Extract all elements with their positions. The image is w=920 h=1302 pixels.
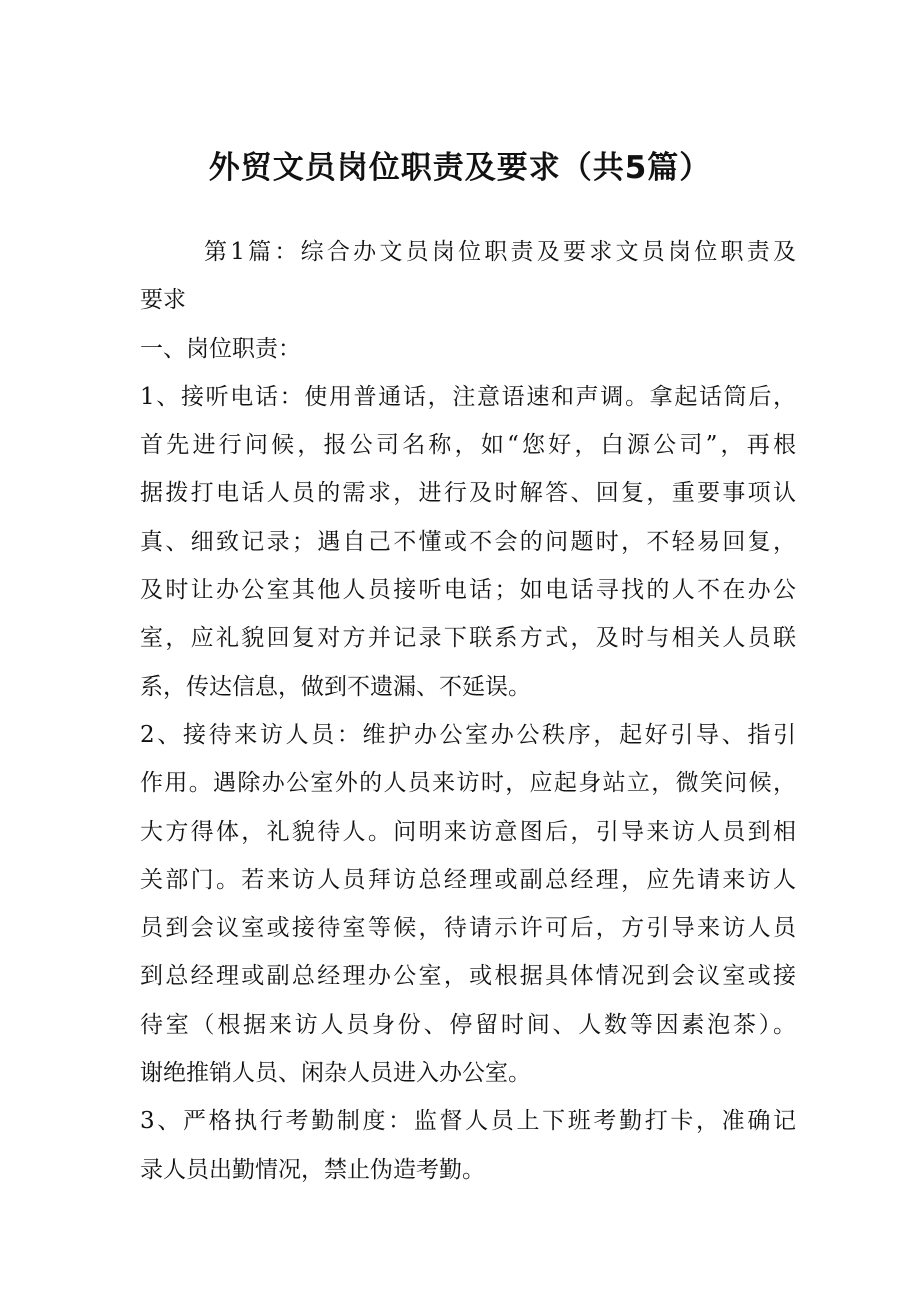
paragraph — [140, 1097, 796, 1194]
text-line: 系，传达信息，做到不遗漏、不延误。 — [140, 673, 531, 700]
text-line: 及时让办公室其他人员接听电话；如电话寻找的人不在办公 — [140, 577, 796, 604]
paragraph — [140, 325, 796, 373]
text-line: 待室（根据来访人员身份、停留时间、人数等因素泡茶）。 — [140, 1011, 796, 1038]
text-line: 录人员出勤情况，禁止伪造考勤。 — [140, 1156, 485, 1183]
text-line: 谢绝推销人员、闲杂人员进入办公室。 — [140, 1060, 531, 1087]
paragraph — [140, 373, 796, 711]
text-line: 关部门。若来访人员拜访总经理或副总经理，应先请来访人 — [140, 866, 796, 893]
text-line: 到总经理或副总经理办公室，或根据具体情况到会议室或接 — [140, 963, 796, 990]
text-line: 第1篇：综合办文员岗位职责及要求文员岗位职责及 — [204, 239, 796, 265]
text-line: 室，应礼貌回复对方并记录下联系方式，及时与相关人员联 — [140, 625, 796, 652]
paragraph — [140, 228, 796, 325]
text-line: 1、接听电话：使用普通话，注意语速和声调。拿起话筒后， — [140, 383, 796, 410]
text-line: 要求 — [140, 287, 186, 314]
text-line: 据拨打电话人员的需求，进行及时解答、回复，重要事项认 — [140, 480, 796, 507]
document-title: 外贸文员岗位职责及要求（共5篇） — [208, 150, 712, 186]
text-line: 2、接待来访人员：维护办公室办公秩序，起好引导、指引 — [140, 721, 796, 748]
text-line: 大方得体，礼貌待人。问明来访意图后，引导来访人员到相 — [140, 818, 796, 845]
text-line: 员到会议室或接待室等候，待请示许可后，方引导来访人员 — [140, 915, 796, 942]
text-line: 首先进行问候，报公司名称，如“您好，白源公司”，再根 — [140, 432, 796, 459]
text-line: 作用。遇除办公室外的人员来访时，应起身站立，微笑问候， — [140, 770, 796, 797]
paragraph — [140, 711, 796, 1097]
document-body — [140, 228, 796, 1194]
text-line: 真、细致记录；遇自己不懂或不会的问题时，不轻易回复， — [140, 528, 796, 555]
text-line: 3、严格执行考勤制度：监督人员上下班考勤打卡，准确记 — [140, 1108, 796, 1135]
text-line: 一、岗位职责： — [140, 335, 301, 362]
